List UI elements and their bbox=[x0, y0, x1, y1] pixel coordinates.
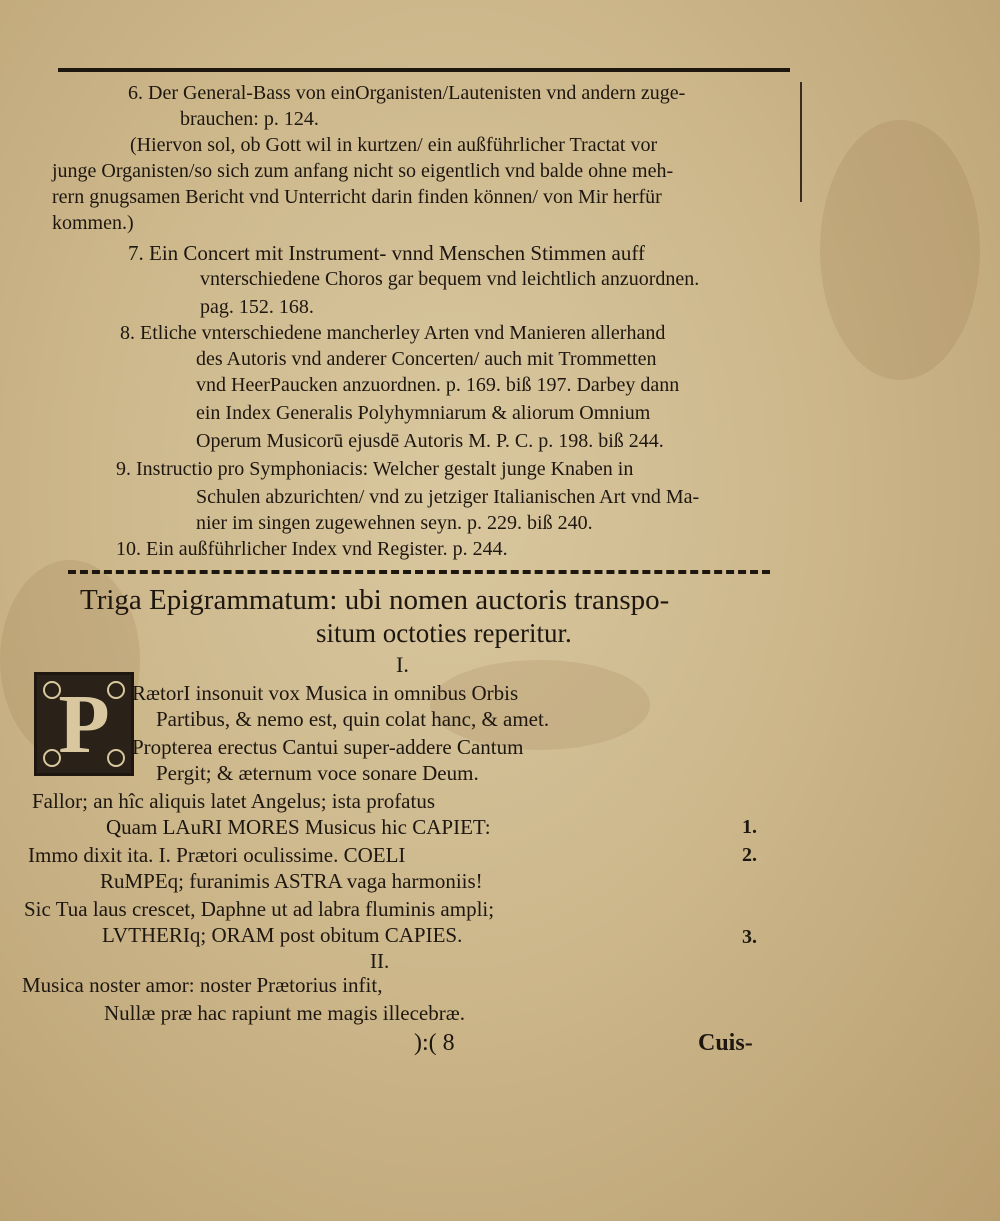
ornament-dot bbox=[107, 749, 125, 767]
poem-numeral: II. bbox=[370, 949, 390, 973]
ornament-dot bbox=[43, 681, 61, 699]
poem-line: LVTHERIq; ORAM post obitum CAPIES. bbox=[102, 923, 463, 947]
poem-line: Fallor; an hîc aliquis latet Angelus; ista profatus bbox=[32, 789, 436, 813]
poem-line: RætorI insonuit vox Musica in omnibus Orbis bbox=[132, 681, 519, 705]
poem-line: Musica noster amor: noster Prætorius infit, bbox=[22, 973, 383, 997]
list-line: nier im singen zugewehnen seyn. p. 229. biß 240. bbox=[196, 512, 593, 534]
margin-bar bbox=[800, 82, 802, 202]
list-line: 9. Instructio pro Symphoniacis: Welcher gestalt junge Knaben in bbox=[116, 458, 634, 480]
margin-number: 3. bbox=[742, 926, 757, 948]
poem-line: Quam LAuRI MORES Musicus hic CAPIET: bbox=[106, 815, 491, 839]
poem-line: Sic Tua laus crescet, Daphne ut ad labra fluminis ampli; bbox=[24, 897, 495, 921]
list-line: des Autoris vnd anderer Concerten/ auch mit Trommetten bbox=[196, 348, 657, 370]
top-rule bbox=[58, 68, 790, 72]
list-line: (Hiervon sol, ob Gott wil in kurtzen/ ein außführlicher Tractat vor bbox=[130, 134, 658, 156]
catchword: Cuis- bbox=[698, 1030, 753, 1056]
ornament-dot bbox=[107, 681, 125, 699]
list-line: 7. Ein Concert mit Instrument- vnnd Menschen Stimmen auff bbox=[128, 241, 645, 265]
decorated-initial bbox=[34, 672, 134, 776]
poem-line: Immo dixit ita. I. Prætori oculissime. COELI bbox=[28, 843, 406, 867]
list-line: ein Index Generalis Polyhymniarum & aliorum Omnium bbox=[196, 402, 651, 424]
section-heading-line2: situm octoties reperitur. bbox=[316, 618, 572, 648]
list-line: junge Organisten/so sich zum anfang nicht so eigentlich vnd balde ohne meh- bbox=[52, 160, 674, 182]
poem-line: Pergit; & æternum voce sonare Deum. bbox=[156, 761, 479, 785]
initial-letter: P bbox=[58, 677, 110, 771]
signature-mark: ):( 8 bbox=[414, 1030, 455, 1056]
list-line: vnterschiedene Choros gar bequem vnd leichtlich anzuordnen. bbox=[200, 268, 700, 290]
margin-number: 1. bbox=[742, 816, 757, 838]
list-line: rern gnugsamen Bericht vnd Unterricht darin finden können/ von Mir herfür bbox=[52, 186, 662, 208]
poem-line: Partibus, & nemo est, quin colat hanc, & amet. bbox=[156, 707, 550, 731]
list-line: pag. 152. 168. bbox=[200, 296, 314, 318]
paper-stain bbox=[820, 120, 980, 380]
poem-line: Propterea erectus Cantui super-addere Cantum bbox=[132, 735, 524, 759]
list-line: 8. Etliche vnterschiedene mancherley Arten vnd Manieren allerhand bbox=[120, 322, 666, 344]
section-rule bbox=[68, 570, 770, 574]
poem-numeral: I. bbox=[396, 652, 409, 677]
list-line: vnd HeerPaucken anzuordnen. p. 169. biß 197. Darbey dann bbox=[196, 374, 680, 396]
poem-line: Nullæ præ hac rapiunt me magis illecebræ. bbox=[104, 1001, 465, 1025]
list-line: Operum Musicorū ejusdē Autoris M. P. C. p. 198. biß 244. bbox=[196, 430, 664, 452]
list-line: 6. Der General-Bass von einOrganisten/Lautenisten vnd andern zuge- bbox=[128, 82, 686, 104]
margin-number: 2. bbox=[742, 844, 757, 866]
list-line: brauchen: p. 124. bbox=[180, 108, 319, 130]
poem-line: RuMPEq; furanimis ASTRA vaga harmoniis! bbox=[100, 869, 483, 893]
list-line: kommen.) bbox=[52, 212, 134, 234]
section-heading-line1: Triga Epigrammatum: ubi nomen auctoris transpo- bbox=[80, 584, 670, 616]
list-line: 10. Ein außführlicher Index vnd Register. p. 244. bbox=[116, 538, 508, 560]
list-line: Schulen abzurichten/ vnd zu jetziger Italianischen Art vnd Ma- bbox=[196, 486, 700, 508]
ornament-dot bbox=[43, 749, 61, 767]
